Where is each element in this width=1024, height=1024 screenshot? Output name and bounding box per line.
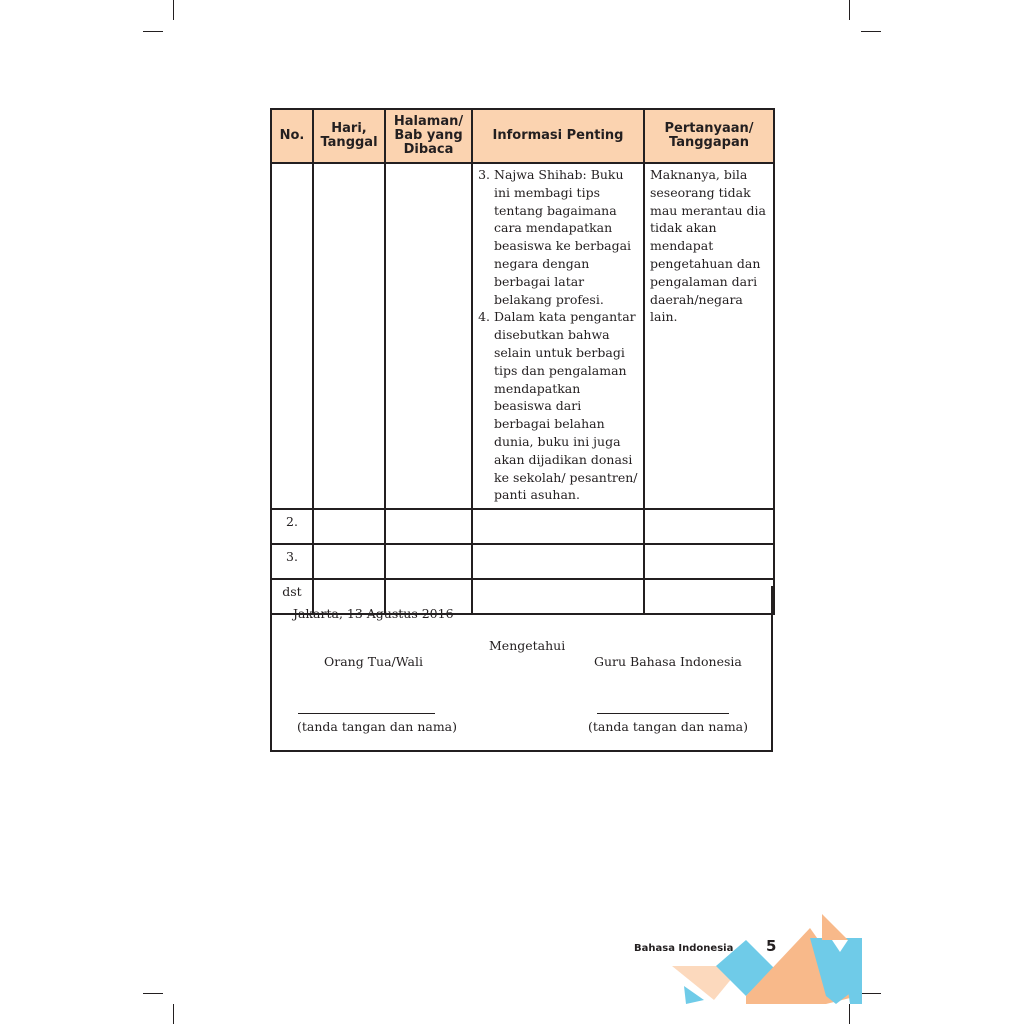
info-item: 4. Dalam kata pengantar disebutkan bahwa selain untuk berbagi tips dan pengalaman mendapatkan beasiswa dari berbagai belahan dunia, buku ini juga akan dijadikan donasi ke sekolah/ pesantren/ panti asuhan.	[494, 308, 640, 504]
decoration-shape	[822, 914, 848, 940]
row-label: 3.	[271, 544, 313, 579]
teacher-title: Guru Bahasa Indonesia	[594, 654, 742, 669]
footer-subject: Bahasa Indonesia	[634, 943, 734, 954]
place-date: Jakarta, 13 Agustus 2016	[293, 606, 454, 621]
row-label: 2.	[271, 509, 313, 544]
row-label: dst	[271, 579, 313, 614]
acknowledged-label: Mengetahui	[489, 638, 566, 653]
header-day-date: Hari, Tanggal	[313, 109, 385, 163]
parent-signature-caption: (tanda tangan dan nama)	[297, 719, 457, 734]
info-item: 3. Najwa Shihab: Buku ini membagi tips tentang bagaimana cara mendapatkan beasiswa ke berbagai negara dengan berbagai latar belakang profesi.	[494, 166, 640, 308]
header-no: No.	[271, 109, 313, 163]
header-important-info: Informasi Penting	[472, 109, 644, 163]
header-page-chapter: Halaman/ Bab yang Dibaca	[385, 109, 472, 163]
teacher-signature-caption: (tanda tangan dan nama)	[588, 719, 748, 734]
response-text: Maknanya, bila seseorang tidak mau merantau dia tidak akan mendapat pengetahuan dan pengalaman dari daerah/negara lain.	[650, 167, 767, 325]
parent-title: Orang Tua/Wali	[324, 654, 423, 669]
page-number: 5	[766, 937, 777, 955]
header-questions-responses: Pertanyaan/ Tanggapan	[644, 109, 774, 163]
